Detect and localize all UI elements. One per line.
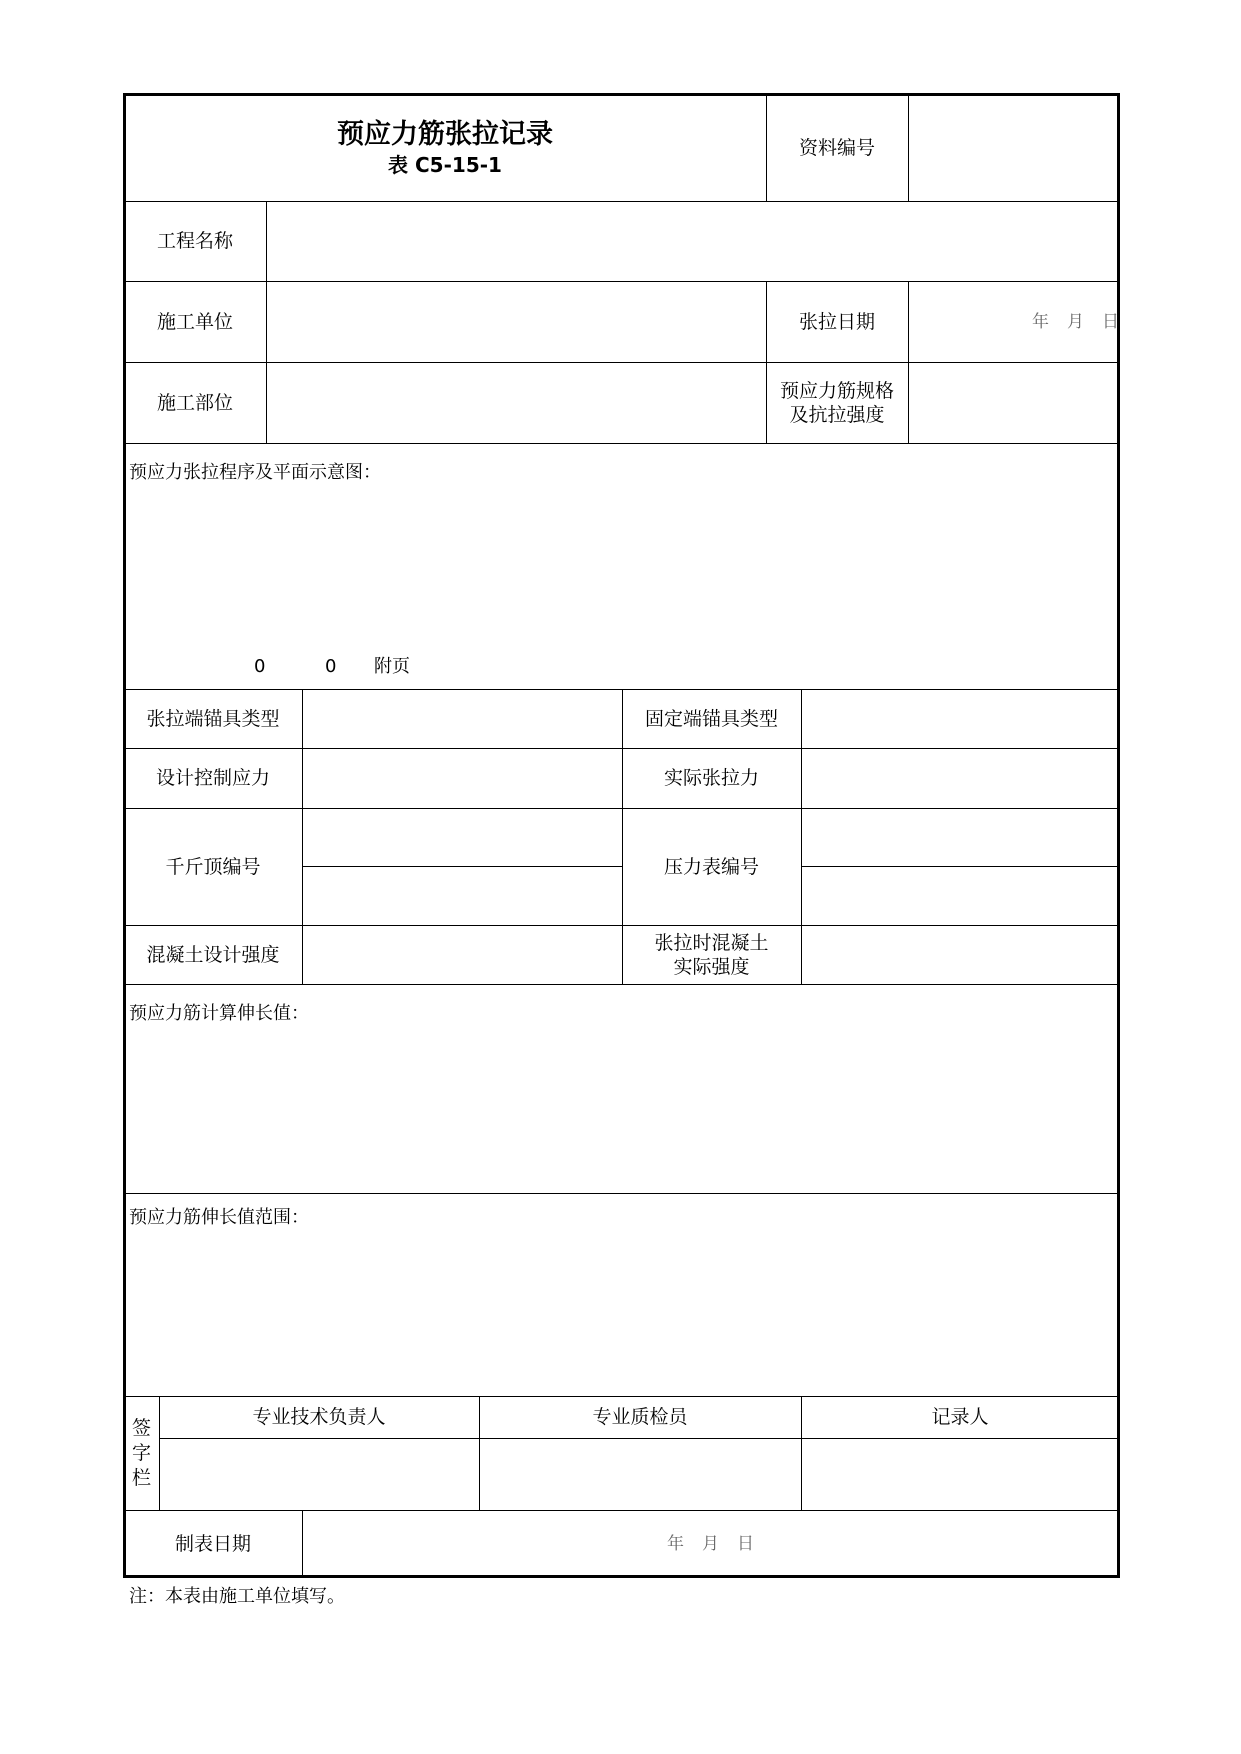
tension-date-month: 月 [1067, 311, 1084, 332]
form-date-field[interactable] [302, 1510, 1119, 1577]
row-divider [124, 1193, 1119, 1194]
spec-label: 预应力筋规格 及抗拉强度 [779, 379, 894, 426]
spec-field[interactable] [908, 362, 1119, 443]
jack-no-field-1[interactable] [302, 808, 622, 866]
tension-anchor-field[interactable] [302, 689, 622, 748]
gauge-no-field-1[interactable] [801, 808, 1119, 866]
form-header [124, 94, 766, 201]
contractor-label: 施工单位 [156, 310, 233, 333]
qc-inspector-label: 专业质检员 [592, 1406, 688, 1428]
elongation-range-label: 预应力筋伸长值范围： [129, 1207, 309, 1228]
actual-tension-label: 实际张拉力 [663, 767, 759, 789]
concrete-design-field[interactable] [302, 925, 622, 984]
recorder-signature-field[interactable] [801, 1438, 1119, 1510]
contractor-field[interactable] [266, 281, 766, 362]
tension-date-day: 日 [1102, 311, 1119, 332]
form-title: 预应力筋张拉记录 [337, 118, 553, 150]
procedure-label: 预应力张拉程序及平面示意图： [129, 462, 381, 483]
tech-lead-label: 专业技术负责人 [252, 1406, 386, 1428]
concrete-actual-label: 张拉时混凝土 实际强度 [654, 931, 769, 978]
form-date-day: 日 [737, 1533, 754, 1554]
qc-inspector-signature-field[interactable] [479, 1438, 801, 1510]
location-label: 施工部位 [156, 391, 233, 414]
form-date-month: 月 [702, 1533, 719, 1554]
doc-no-label: 资料编号 [798, 136, 875, 159]
footer-note: 注：本表由施工单位填写。 [129, 1586, 345, 1607]
project-name-label: 工程名称 [156, 230, 233, 252]
recorder-label: 记录人 [931, 1406, 989, 1428]
signature-section-label: 签 字 栏 [131, 1416, 151, 1489]
jack-no-label: 千斤顶编号 [165, 855, 261, 878]
design-stress-field[interactable] [302, 748, 622, 808]
fixed-anchor-field[interactable] [801, 689, 1119, 748]
tech-lead-signature-field[interactable] [159, 1438, 479, 1510]
attach-label: 附页 [374, 656, 410, 677]
concrete-actual-field[interactable] [801, 925, 1119, 984]
form-code: 表 C5-15-1 [388, 152, 502, 177]
attach-count-b: 0 [325, 656, 337, 677]
row-divider [124, 443, 1119, 444]
project-name-field[interactable] [266, 201, 1119, 281]
row-divider [124, 984, 1119, 985]
location-field[interactable] [266, 362, 766, 443]
actual-tension-field[interactable] [801, 748, 1119, 808]
fixed-anchor-label: 固定端锚具类型 [644, 707, 778, 730]
concrete-design-label: 混凝土设计强度 [146, 943, 280, 966]
gauge-no-label: 压力表编号 [663, 855, 759, 878]
attach-count-a: 0 [254, 656, 266, 677]
gauge-no-field-2[interactable] [801, 866, 1119, 925]
tension-anchor-label: 张拉端锚具类型 [146, 707, 280, 730]
doc-no-field[interactable] [908, 94, 1119, 201]
jack-no-field-2[interactable] [302, 866, 622, 925]
form-date-label: 制表日期 [174, 1532, 251, 1555]
form-date-year: 年 [667, 1533, 684, 1554]
tension-date-label: 张拉日期 [798, 310, 875, 333]
tension-date-field[interactable] [908, 281, 1119, 362]
calc-elongation-label: 预应力筋计算伸长值： [129, 1003, 309, 1024]
tension-date-year: 年 [1032, 311, 1049, 332]
design-stress-label: 设计控制应力 [155, 767, 270, 789]
